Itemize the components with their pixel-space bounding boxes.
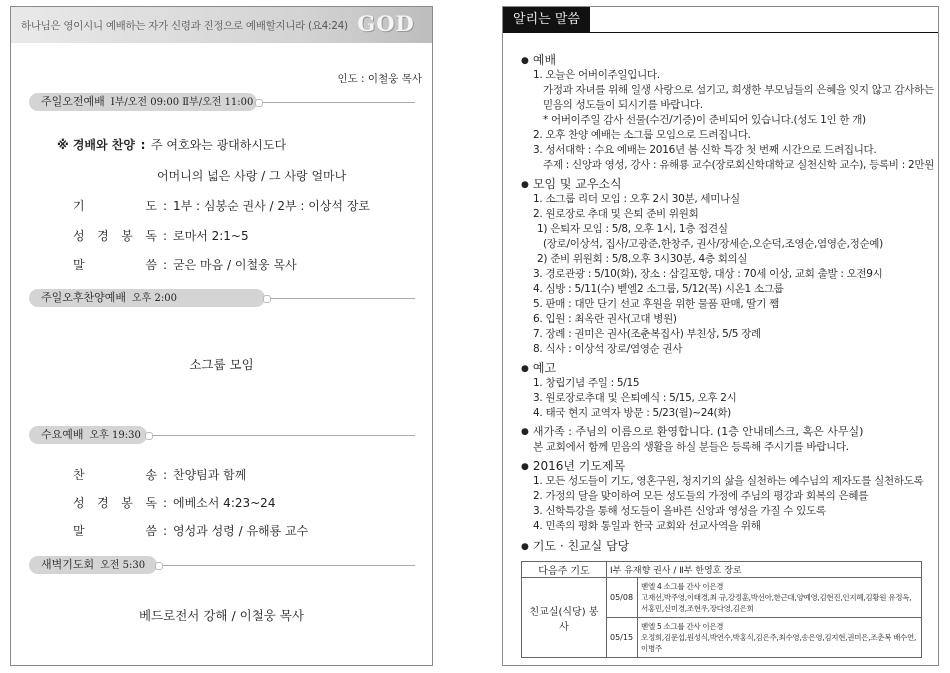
order-label: 성 경 봉 독 — [73, 496, 157, 510]
order-label: 말 씀 — [73, 258, 157, 272]
duty-table — [521, 561, 922, 658]
notice-line: 3. 경로관광 : 5/10(화), 장소 : 삼길포항, 대상 : 70세 이상, 교회 출발 : 오전9시 — [533, 268, 883, 280]
order-row: ※ 경배와 찬양 : 주 여호와는 광대하시도다 — [57, 138, 287, 152]
announcements-title: 알리는 말씀 — [503, 7, 590, 32]
section-morning-worship — [29, 93, 257, 111]
order-value: 찬양팀과 함께 — [173, 468, 247, 482]
notice-line: 1. 소그룹 리더 모임 : 오후 2시 30분, 세미나실 — [533, 193, 740, 205]
duty-names: 고재선,박주영,이태경,최 규,강정훈,박선아,한근대,양예영,김현진,인지혜,김황원 유정옥,서홍민,신미경,조현우,장다영,김은희 — [641, 593, 912, 613]
duty-date: 05/08 — [607, 578, 638, 618]
notice-line: 7. 장례 : 권미은 권사(조춘복집사) 부친상, 5/5 장례 — [533, 328, 761, 340]
section-wednesday-worship — [29, 426, 147, 444]
order-value: 1부 : 심봉순 권사 / 2부 : 이상석 장로 — [173, 199, 371, 213]
worship-order-page — [10, 6, 433, 666]
order-label: 말 씀 — [73, 524, 157, 538]
notice-line: 가정과 자녀를 위해 일생 사랑으로 섬기고, 희생한 부모님들의 은혜을 잊지 않고 감사하는 — [543, 84, 934, 96]
pill-dot — [255, 99, 263, 107]
order-value: 굳은 마음 / 이철웅 목사 — [173, 258, 297, 272]
notice-line: (장로/이상석, 집사/고광준,한창주, 권사/장세순,오순덕,조영순,염영순,정순예) — [543, 238, 883, 250]
preacher-label: 인도 : 이철웅 목사 — [337, 73, 422, 85]
order-value: 로마서 2:1~5 — [173, 229, 249, 243]
order-value: 에베소서 4:23~24 — [173, 496, 276, 510]
prayer-label: 다음주 기도 — [522, 562, 607, 578]
duty-row — [638, 578, 922, 618]
notice-line: 2. 가정의 달을 맞이하여 모든 성도들의 가정에 주님의 평강과 회복의 은혜를 — [533, 490, 869, 502]
order-row: 기 도 : 1부 : 심봉순 권사 / 2부 : 이상석 장로 — [73, 199, 371, 213]
section-time: 오전 5:30 — [100, 560, 146, 571]
notice-line: 4. 태국 현지 교역자 방문 : 5/23(월)~24(화) — [533, 407, 731, 419]
section-heading-preview: ● 예고 — [521, 359, 556, 376]
section-time: 오후 19:30 — [89, 430, 141, 441]
section-dawn-prayer — [29, 556, 157, 574]
notice-line: 주제 : 신앙과 영성, 강사 : 유해룡 교수(장로회신학대학교 실천신학 교수), 등록비 : 2만원 — [543, 159, 935, 171]
notice-line: 1. 모든 성도들이 기도, 영혼구원, 청지기의 삶을 실천하는 예수님의 제자도를 실천하도록 — [533, 475, 924, 487]
section-time: 오후 2:00 — [132, 293, 177, 304]
order-value: 어머니의 넓은 사랑 / 그 사랑 얼마나 — [157, 169, 347, 183]
order-row: 찬 송 : 찬양팀과 함께 — [73, 468, 247, 482]
duty-label: 친교실(식당) 봉사 — [522, 578, 607, 658]
section-heading-duty: ● 기도 · 친교실 담당 — [521, 537, 629, 554]
order-label: 기 도 — [73, 199, 157, 213]
god-logo-text: GOD — [357, 11, 415, 36]
duty-date: 05/15 — [607, 618, 638, 658]
notice-line: 2. 오후 찬양 예배는 소그룹 모임으로 드려집니다. — [533, 129, 751, 141]
pill-dot — [145, 432, 153, 440]
section-title: 수요예배 — [41, 428, 84, 441]
order-row: 성 경 봉 독 : 로마서 2:1~5 — [73, 229, 249, 243]
prayer-value: Ⅰ부 유재향 권사 / Ⅱ부 한영호 장로 — [607, 562, 922, 578]
duty-names: 오정희,김문섭,원성식,박연수,박홍식,김은주,최수영,송은영,김지현,권미은,조춘복 배수연,이병주 — [641, 633, 917, 653]
notice-line: 본 교회에서 함께 믿음의 생활을 하실 분들은 등록해 주시기를 바랍니다. — [533, 441, 849, 453]
order-label: 성 경 봉 독 — [73, 229, 157, 243]
notice-line: 1. 오늘은 어버이주일입니다. — [533, 69, 660, 81]
duty-row — [638, 618, 922, 658]
notice-line: 1. 창립기념 주일 : 5/15 — [533, 377, 640, 389]
order-label: ※ 경배와 찬양 — [57, 138, 135, 152]
banner — [11, 7, 432, 43]
section-title: 새벽기도회 — [41, 558, 95, 571]
section-heading-news: ● 모임 및 교우소식 — [521, 175, 622, 192]
section-heading-prayer-topics: ● 2016년 기도제목 — [521, 457, 625, 474]
notice-line: 3. 성서대학 : 수요 예배는 2016년 봄 신학 특강 첫 번째 시간으로 드려집니다. — [533, 144, 877, 156]
notice-line: 6. 입원 : 최옥란 권사(고대 병원) — [533, 313, 677, 325]
order-row: 말 씀 : 영성과 성령 / 유해룡 교수 — [73, 524, 309, 538]
order-row: 말 씀 : 굳은 마음 / 이철웅 목사 — [73, 258, 297, 272]
notice-line: 4. 심방 : 5/11(수) 벧엘2 소그룹, 5/12(목) 시온1 소그룹 — [533, 283, 784, 295]
notice-line: 2) 준비 위원회 : 5/8,오후 3시30분, 4층 회의실 — [537, 253, 748, 265]
notice-line: 5. 판매 : 대만 단기 선교 후원을 위한 물품 판매, 딸기 쨈 — [533, 298, 779, 310]
order-value: 영성과 성령 / 유해룡 교수 — [173, 524, 309, 538]
duty-group: 벧엘 5 소그룹 간사 이은경 — [641, 622, 724, 631]
pill-dot — [155, 562, 163, 570]
afternoon-program: 소그룹 모임 — [189, 357, 254, 372]
notice-line: 2. 원로장로 추대 및 은퇴 준비 위원회 — [533, 208, 699, 220]
notice-line: * 어버이주일 감사 선물(수건/기증)이 준비되어 있습니다.(성도 1인 한 개) — [543, 114, 866, 126]
section-heading-worship: ● 예배 — [521, 51, 556, 68]
section-time: Ⅰ부/오전 09:00 Ⅱ부/오전 11:00 — [110, 97, 254, 108]
notice-line: 믿음의 성도들이 되시기를 바랍니다. — [543, 99, 703, 111]
section-title: 주일오후찬양예배 — [41, 291, 127, 304]
dawn-program: 베드로전서 강해 / 이철웅 목사 — [138, 608, 304, 623]
notice-line: 4. 민족의 평화 통일과 한국 교회와 선교사역을 위해 — [533, 520, 761, 532]
pill-dot — [263, 295, 271, 303]
order-label: 찬 송 — [73, 468, 157, 482]
banner-verse: 하나님은 영이시니 예배하는 자가 신령과 진정으로 예배할지니라 (요4:24) — [21, 20, 348, 32]
section-title: 주일오전예배 — [41, 95, 105, 108]
duty-group: 벧엘 4 소그룹 간사 이은경 — [641, 582, 724, 591]
announcements-page — [502, 6, 939, 666]
notice-line: 1) 은퇴자 모임 : 5/8, 오후 1시, 1층 접견실 — [537, 223, 728, 235]
god-logo — [355, 7, 417, 41]
order-value: 주 여호와는 광대하시도다 — [150, 138, 287, 152]
notice-line: 3. 원로장로추대 및 은퇴예식 : 5/15, 오후 2시 — [533, 392, 737, 404]
notice-line: 3. 신학특강을 통해 성도들이 올바른 신앙과 영성을 가질 수 있도록 — [533, 505, 826, 517]
title-rule — [503, 32, 938, 33]
notice-line: 8. 식사 : 이상석 장로/염영순 권사 — [533, 343, 683, 355]
section-afternoon-worship — [29, 289, 265, 307]
section-heading-newcomers: ● 새가족 : 주님의 이름으로 환영합니다. (1층 안내데스크, 혹은 사무실) — [521, 423, 863, 439]
order-row: 성 경 봉 독 : 에베소서 4:23~24 — [73, 496, 276, 510]
